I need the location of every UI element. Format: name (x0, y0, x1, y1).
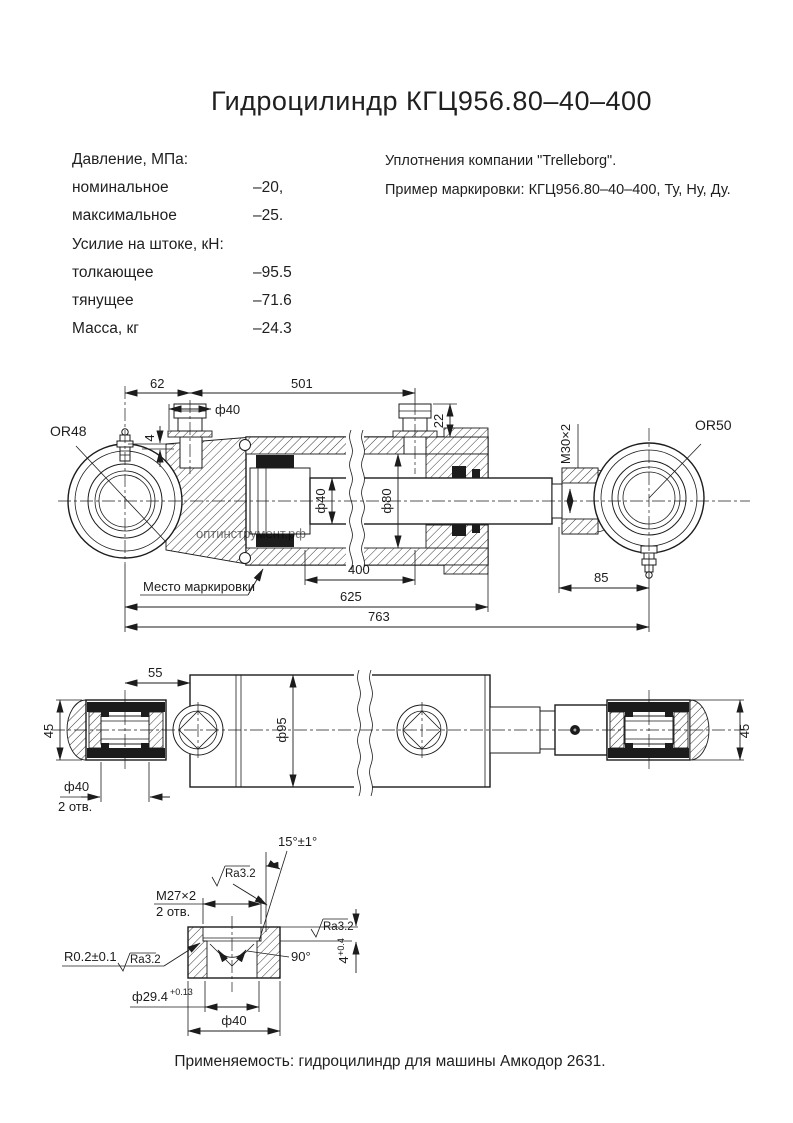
port-detail-view (62, 834, 358, 1036)
dim-port-dia-label: ф40 (215, 402, 241, 417)
dim-62-label: 62 (150, 376, 165, 391)
dim-501-label: 501 (291, 376, 313, 391)
spec-value: –25. (253, 207, 284, 225)
dim-45-left-label: 45 (41, 723, 56, 739)
cylinder-bottom-view (41, 665, 752, 814)
bore-tol-label: +0.13 (170, 987, 193, 997)
spec-value: –20, (253, 179, 284, 197)
dim-bore-dia-label: ф80 (379, 488, 394, 514)
bore-dia-label: ф29.4 (132, 989, 168, 1004)
thread-m30-label: M30×2 (558, 423, 573, 465)
spec-label: тянущее (72, 292, 134, 310)
spec-value: –95.5 (253, 263, 292, 281)
depth-label: 4 (336, 956, 351, 964)
cone-angle-label: 90° (291, 949, 311, 964)
spec-value: –24.3 (253, 320, 292, 338)
note-line: Уплотнения компании "Trelleborg". (385, 153, 617, 169)
dim-body-dia-label: ф95 (274, 717, 289, 743)
dim-85-label: 85 (594, 570, 609, 585)
dim-55-label: 55 (148, 665, 163, 680)
dim-4-label: 4 (142, 434, 157, 442)
dim-400-label: 400 (348, 562, 370, 577)
depth-tol-label: +0.4 (336, 938, 346, 956)
spec-label: Усилие на штоке, кН: (72, 235, 224, 253)
dim-22-label: 22 (431, 413, 446, 429)
holes-count-label: 2 отв. (156, 904, 191, 919)
chamfer-angle-label: 15°±1° (278, 834, 318, 849)
spec-value: –71.6 (253, 292, 292, 310)
watermark: оптинструмент.рф (196, 526, 306, 541)
dim-hole-dia-label: ф40 (64, 779, 90, 794)
roughness-left-label: Ra3.2 (130, 954, 161, 966)
spec-label: Давление, МПа: (72, 151, 189, 168)
roughness-top-label: Ra3.2 (225, 868, 256, 880)
spec-label: номинальное (72, 179, 169, 197)
or50-label: OR50 (695, 417, 732, 433)
applicability-note: Применяемость: гидроцилиндр для машины Амкодор 2631. (174, 1053, 606, 1070)
dim-40-label: ф40 (221, 1013, 247, 1028)
cylinder-main-section-view (50, 376, 750, 632)
dim-625-label: 625 (340, 589, 362, 604)
dim-763-label: 763 (368, 609, 390, 624)
or48-label: OR48 (50, 423, 87, 439)
note-line: Пример маркировки: КГЦ956.80–40–400, Ту, Ну, Ду. (385, 181, 731, 198)
dim-45-right-label: 45 (737, 723, 752, 739)
roughness-right-label: Ra3.2 (323, 921, 354, 933)
marking-place-label: Место маркировки (143, 579, 256, 594)
thread-m27-label: M27×2 (156, 888, 197, 903)
dim-rod-dia-label: ф40 (313, 488, 328, 514)
spec-label: толкающее (72, 263, 154, 281)
page-title: Гидроцилиндр КГЦ956.80–40–400 (210, 86, 653, 116)
spec-label: Масса, кг (72, 320, 139, 338)
holes-count-label: 2 отв. (58, 799, 93, 814)
fillet-label: R0.2±0.1 (64, 949, 117, 964)
spec-label: максимальное (72, 207, 177, 225)
